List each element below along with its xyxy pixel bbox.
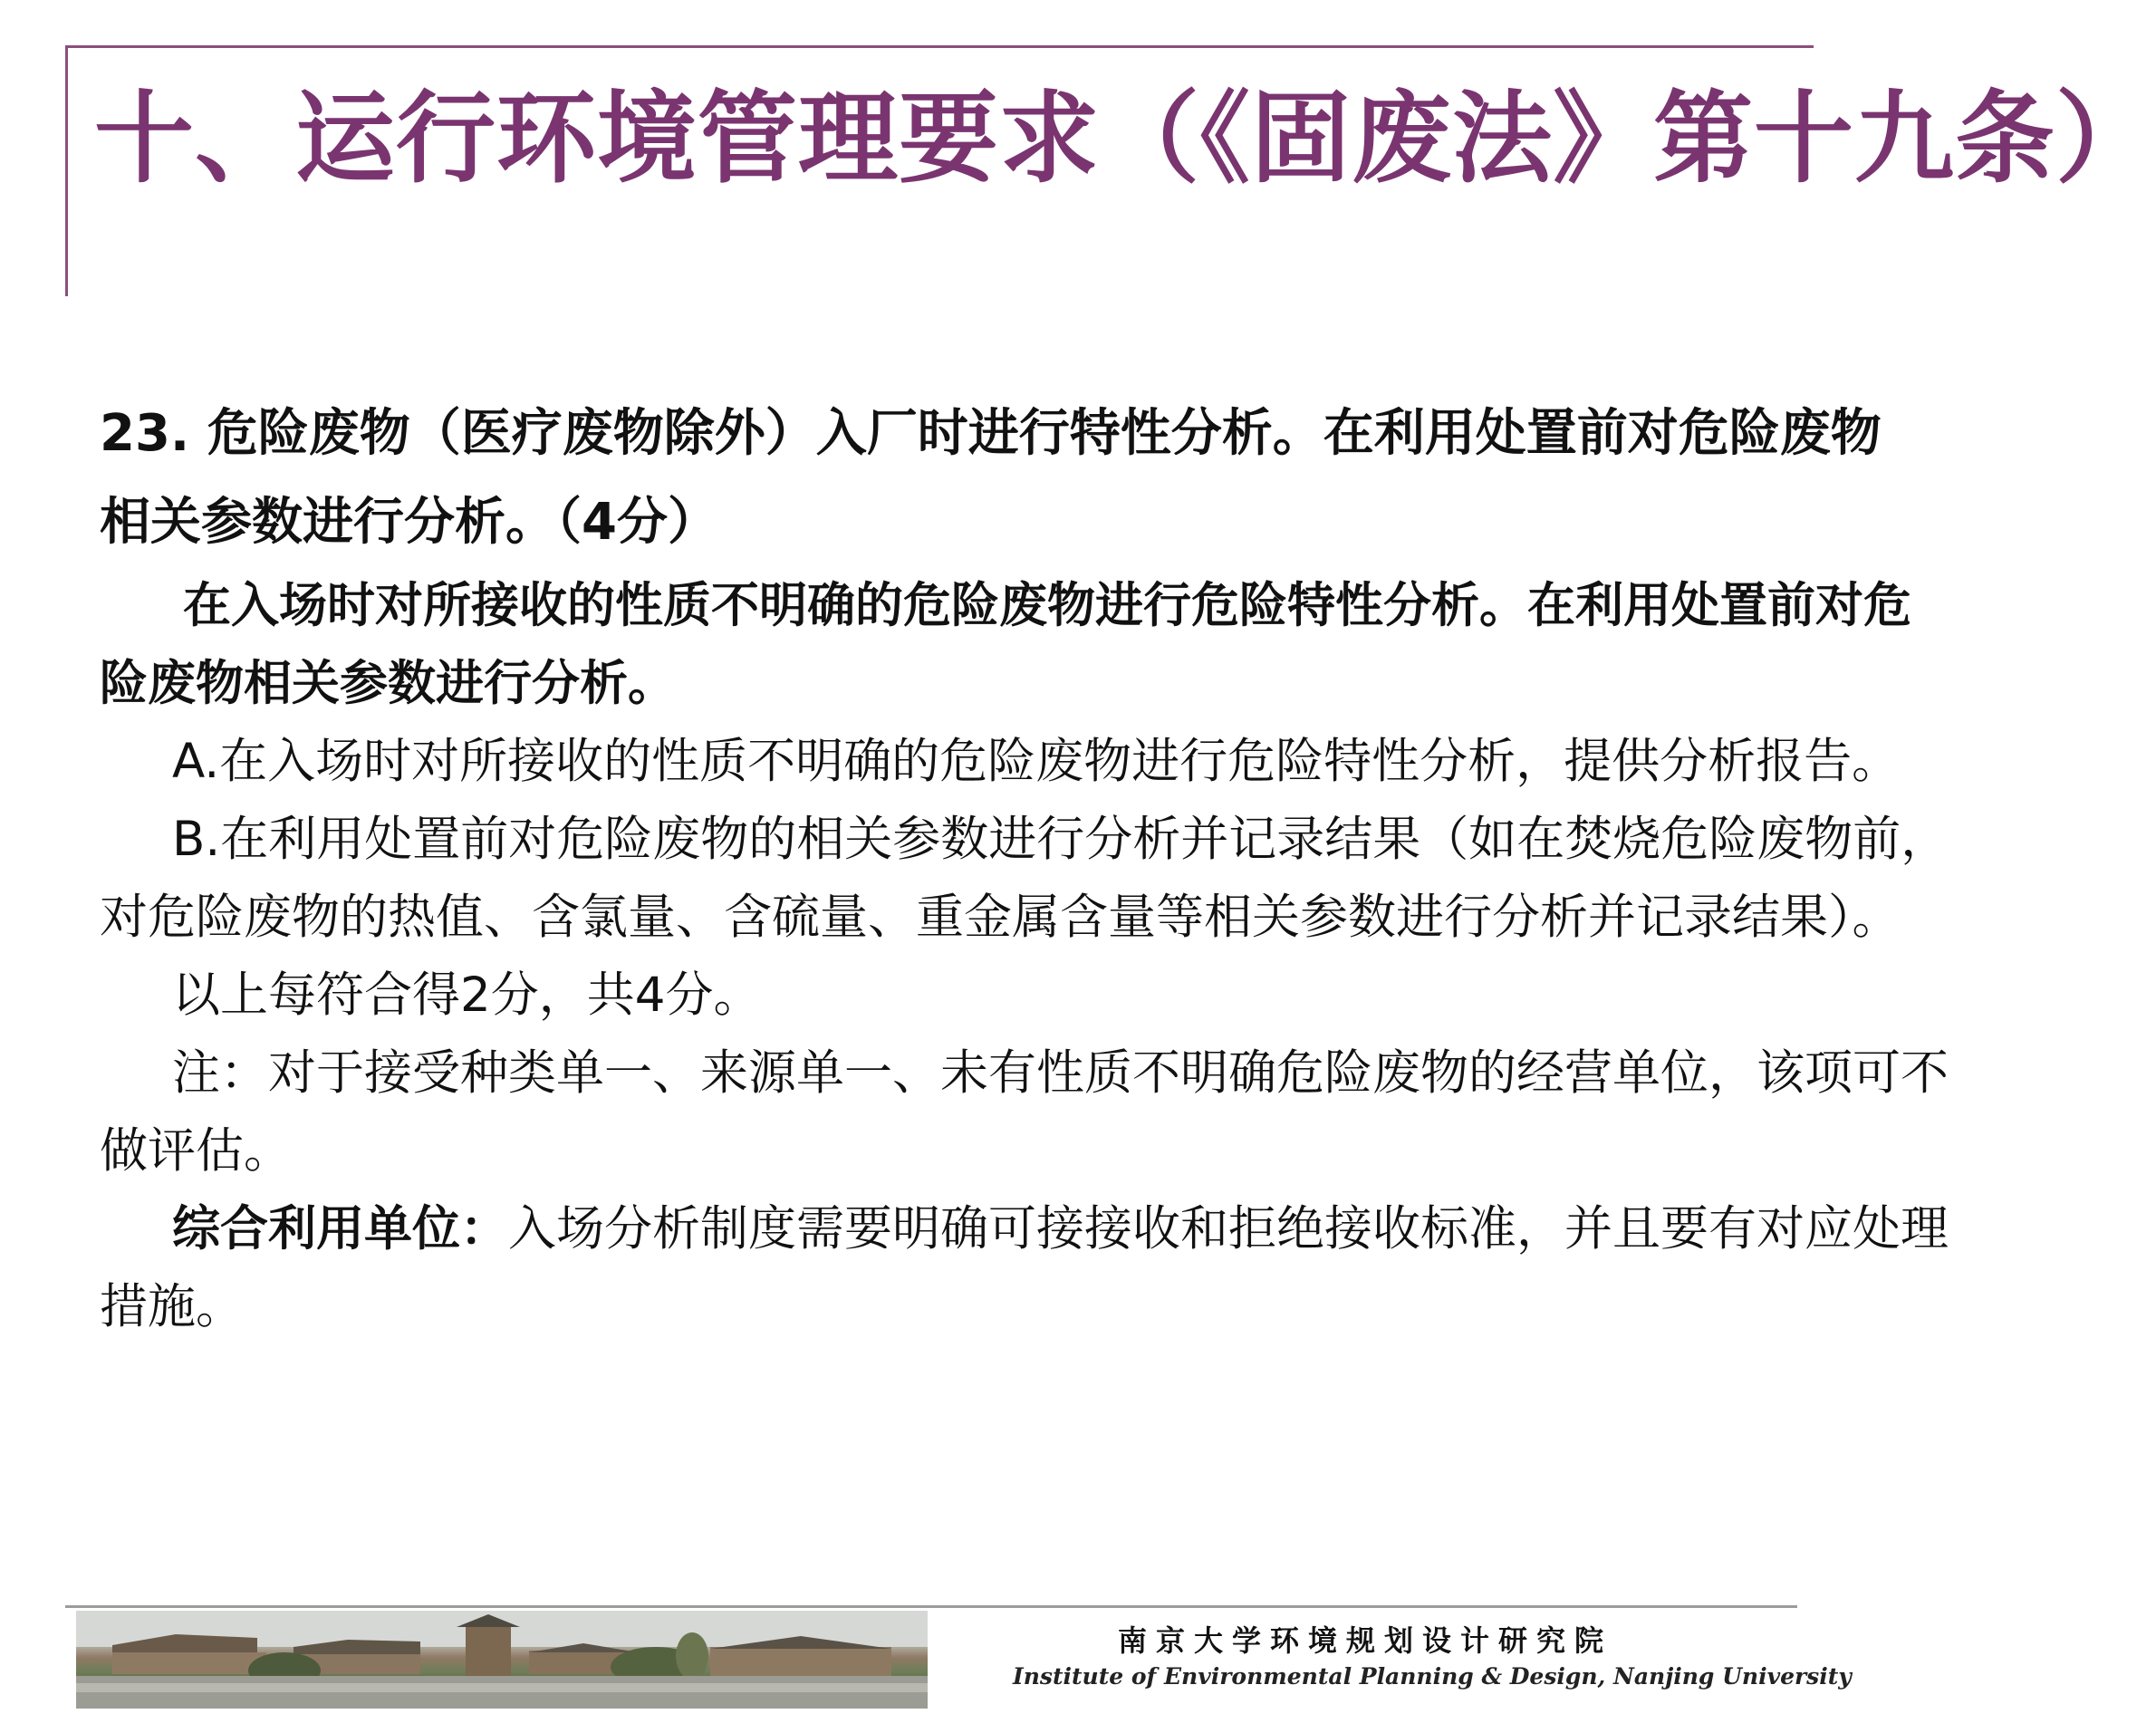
note-line2: 做评估。: [100, 1123, 292, 1179]
item-heading-line2: 相关参数进行分析。（4分）: [100, 493, 718, 552]
summary-line2: 险废物相关参数进行分析。: [100, 656, 676, 711]
comprehensive-use-line2: 措施。: [100, 1279, 244, 1334]
criterion-a: A.在入场时对所接收的性质不明确的危险废物进行危险特性分析，提供分析报告。: [172, 734, 1901, 789]
campus-photo: [76, 1611, 928, 1709]
comprehensive-use-text: 入场分析制度需要明确可接接收和拒绝接收标准，并且要有对应处理: [508, 1201, 1949, 1256]
institute-name-cn: 南京大学环境规划设计研究院: [1118, 1623, 1613, 1658]
footer-rule: [65, 1605, 1797, 1608]
top-rule: [65, 45, 1814, 48]
comprehensive-use-line1: [100, 1190, 1949, 1268]
note-line1: 注：对于接受种类单一、来源单一、未有性质不明确危险废物的经营单位，该项可不: [172, 1045, 1949, 1101]
institute-name-en: Institute of Environmental Planning & Design, Nanjing University: [1013, 1663, 1852, 1690]
comprehensive-use-label: 综合利用单位：: [172, 1201, 508, 1256]
slide-title: 十、运行环境管理要求（《固废法》第十九条）: [94, 81, 2156, 197]
criterion-b-line2: 对危险废物的热值、含氯量、含硫量、重金属含量等相关参数进行分析并记录结果）。: [100, 890, 1901, 945]
slide-body: [100, 390, 1949, 1346]
summary-line1: 在入场时对所接收的性质不明确的危险废物进行危险特性分析。在利用处置前对危: [183, 578, 1911, 633]
item-heading-line1: 23. 危险废物（医疗废物除外）入厂时进行特性分析。在利用处置前对危险废物: [100, 404, 1882, 463]
campus-buildings-image: [76, 1611, 928, 1709]
criterion-b-line1: B.在利用处置前对危险废物的相关参数进行分析并记录结果（如在焚烧危险废物前，: [172, 812, 1949, 867]
score-rule: 以上每符合得2分，共4分。: [172, 968, 762, 1023]
left-rule: [65, 45, 68, 296]
